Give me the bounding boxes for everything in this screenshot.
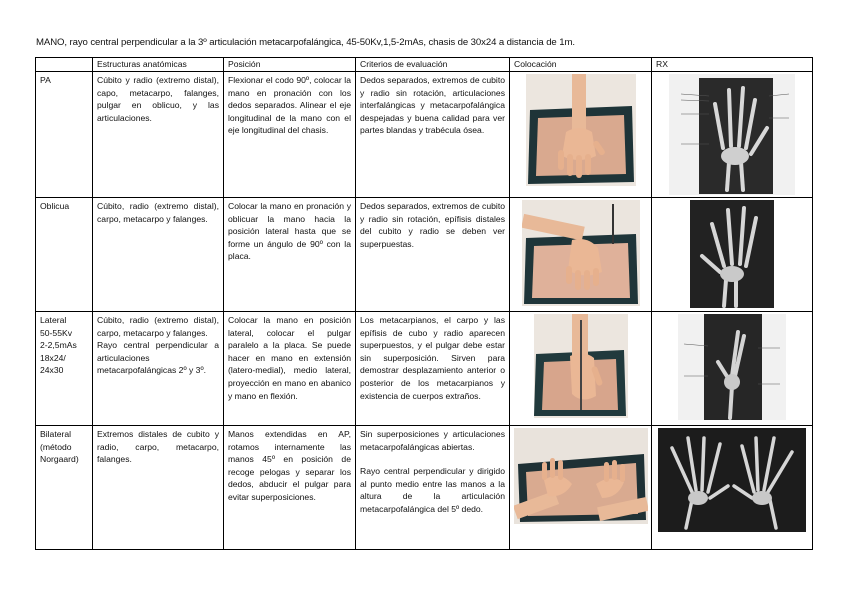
xray-image-lateral	[678, 314, 786, 420]
header-cell-rx: RX	[652, 58, 813, 72]
header-cell-placement: Colocación	[510, 58, 652, 72]
table-row-pa	[36, 72, 813, 198]
projection-cell	[36, 426, 93, 550]
xray-cell	[652, 312, 813, 426]
criteria-text: Dedos separados, extremos de cubito y radio sin rotación, epífisis distales del cubito y radio se deben ver superpuestas.	[360, 201, 505, 249]
criteria-cell	[356, 312, 510, 426]
projection-size-2: 24x30	[40, 365, 64, 376]
criteria-cell	[356, 72, 510, 198]
placement-photo-cell	[510, 72, 652, 198]
placement-photo-cell	[510, 312, 652, 426]
criteria-text-2: Rayo central perpendicular y dirigido al punto medio entre las manos a la altura de la articulación metacarpofalángica del 5º dedo.	[360, 466, 505, 514]
table-row-lateral	[36, 312, 813, 426]
projection-label: Lateral	[40, 315, 67, 325]
table-row-oblique	[36, 198, 813, 312]
projection-size-1: 18x24/	[40, 352, 66, 363]
table-row-bilateral	[36, 426, 813, 550]
projection-label: PA	[40, 75, 51, 85]
position-cell	[224, 198, 356, 312]
structures-cell	[93, 198, 224, 312]
header-cell-position: Posición	[224, 58, 356, 72]
placement-photo-lateral	[534, 314, 628, 418]
xray-cell	[652, 426, 813, 550]
structures-cell	[93, 72, 224, 198]
criteria-cell	[356, 426, 510, 550]
placement-photo-pa	[526, 74, 636, 186]
placement-photo-bilateral	[514, 428, 648, 524]
projection-cell	[36, 312, 93, 426]
structures-text: Cúbito, radio (extremo distal), carpo, metacarpo y falanges.	[97, 201, 219, 224]
xray-cell	[652, 72, 813, 198]
position-cell	[224, 72, 356, 198]
projection-label: Oblicua	[40, 201, 70, 211]
projection-label: Bilateral	[40, 429, 72, 439]
structures-text-2: Rayo central perpendicular a articulaciones metacarpofalángicas 2º y 3º.	[97, 340, 219, 376]
placement-photo-oblique	[522, 200, 640, 306]
structures-cell	[93, 426, 224, 550]
structures-text: Extremos distales de cubito y radio, carpo, metacarpo, falanges.	[97, 429, 219, 465]
projection-cell	[36, 198, 93, 312]
structures-cell	[93, 312, 224, 426]
header-cell-structures: Estructuras anatómicas	[93, 58, 224, 72]
header-cell-projection	[36, 58, 93, 72]
xray-image-oblique	[690, 200, 774, 308]
position-cell	[224, 312, 356, 426]
projection-method-name: Norgaard)	[40, 454, 79, 465]
table-header-row	[36, 58, 813, 72]
projection-method: (método	[40, 441, 72, 452]
xray-cell	[652, 198, 813, 312]
xray-image-bilateral	[658, 428, 806, 532]
criteria-cell	[356, 198, 510, 312]
position-text: Colocar la mano en posición lateral, colocar el pulgar paralelo a la placa. Se puede hacer en mano en extensión (latero-medial), medio lateral, proyección en mano en abanico y mano en flexión.	[228, 315, 351, 401]
criteria-text: Los metacarpianos, el carpo y las epífisis de cubo y radio aparecen superpuestos, y el pulgar debe estar sin superposición. Sirven para demostrar desplazamiento anterior o posterior de los metacarpianos y existencia de cuerpos extraños.	[360, 315, 505, 401]
placement-photo-cell	[510, 198, 652, 312]
page-title: MANO, rayo central perpendicular a la 3º articulación metacarpofalángica, 45-50Kv,1,5-2mAs, chasis de 30x24 a distancia de 1m.	[36, 37, 575, 48]
criteria-text: Sin superposiciones y articulaciones metacarpofalángicas abiertas.	[360, 429, 505, 452]
position-text: Flexionar el codo 90º, colocar la mano en pronación con los dedos separados. Alinear el eje longitudinal de la mano con el eje longitudinal del chasis.	[228, 75, 351, 136]
criteria-text: Dedos separados, extremos de cubito y radio sin rotación, articulaciones interfalángicas y metacarpofalángica despejadas y buena calidad para ver partes blandas y trabécula ósea.	[360, 75, 505, 136]
projection-mas: 2-2,5mAs	[40, 340, 77, 351]
position-text: Manos extendidas en AP, rotamos internamente las manos 45º en posición de recoge pelogas y separar los dedos, abducir el pulgar para evitar superposiciones.	[228, 429, 351, 502]
structures-text: Cúbito y radio (extremo distal), capo, metacarpo, falanges, pulgar en oblicuo, y las articulaciones.	[97, 75, 219, 123]
position-text: Colocar la mano en pronación y oblicuar la mano hacia la posición lateral hasta que se forme un ángulo de 90º con la placa.	[228, 201, 351, 262]
positioning-table	[35, 57, 813, 550]
projection-kv: 50-55Kv	[40, 327, 73, 338]
structures-text: Cúbito, radio (extremo distal), carpo, metacarpo y falanges.	[97, 315, 219, 338]
xray-image-pa	[669, 74, 795, 195]
header-cell-criteria: Criterios de evaluación	[356, 58, 510, 72]
position-cell	[224, 426, 356, 550]
projection-cell	[36, 72, 93, 198]
placement-photo-cell	[510, 426, 652, 550]
